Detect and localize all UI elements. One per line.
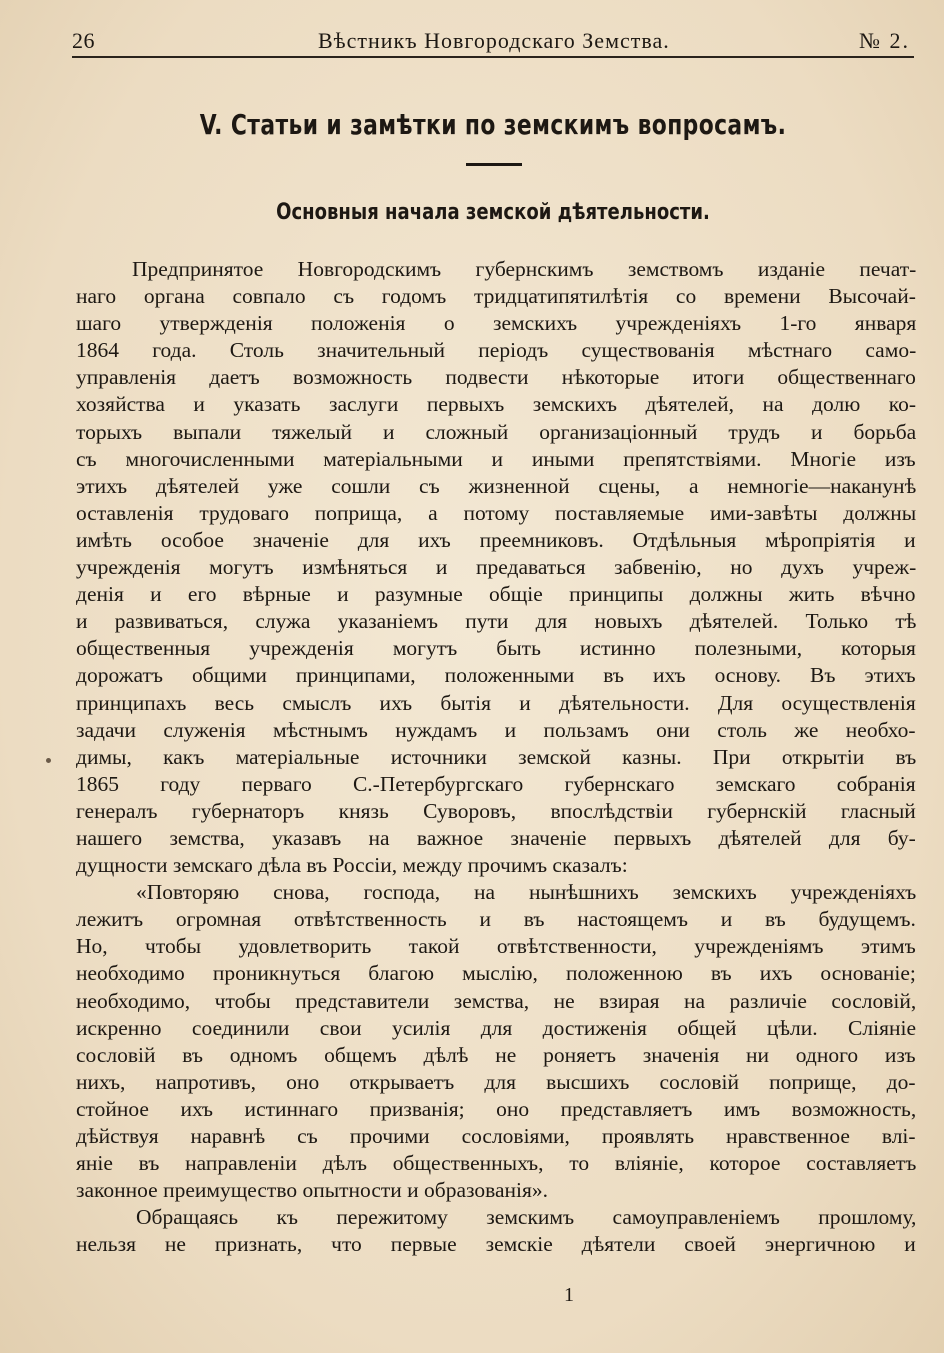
quote-line: законное преимущество опытности и образованія». [76,1178,549,1203]
body-line: шаго утвержденія положенія о земскихъ учрежденіяхъ 1-го января [76,311,916,336]
quote-line: дѣйствуя наравнѣ съ прочими сословіями, проявлять нравственное влі- [76,1124,916,1148]
body-line: оставленія трудоваго поприща, а потому поставляемые ими-завѣты должны [76,500,916,525]
header-rule [72,56,914,58]
body-line: нельзя не признать, что первые земскіе дѣятели своей энергичною и [76,1232,916,1257]
body-line: этихъ дѣятелей уже сошли съ жизненной сцены, а немногіе—наканунѣ [76,473,916,498]
quote-line: яніе въ направленіи дѣлъ общественныхъ, то вліяніе, которое составляетъ [76,1151,916,1176]
article-title: Основныя начала земской дѣятельности. [276,200,710,225]
page-number: 26 [72,28,95,53]
body-line: имѣть особое значеніе для ихъ преемниковъ. Отдѣльныя мѣропріятія и [76,527,916,552]
quote-line: Но, чтобы удовлетворить такой отвѣтственности, учрежденіямъ этимъ [76,934,916,959]
body-line: 1865 году перваго С.-Петербургскаго губернскаго земскаго собранія [76,771,916,796]
body-line: дорожатъ общими принципами, положенными въ ихъ основу. Въ этихъ [76,663,916,688]
quote-line: стойное ихъ истиннаго призванія; оно представляетъ имъ возможность, [76,1096,916,1121]
body-line: 1864 года. Столь значительный періодъ существованія мѣстнаго само- [76,338,916,363]
body-line: генералъ губернаторъ князь Суворовъ, впослѣдствіи губернскій гласный [76,798,916,823]
quote-line: необходимо проникнуться благою мыслію, положенною въ ихъ основаніе; [76,961,916,986]
body-line: принципахъ весь смыслъ ихъ бытія и дѣятельности. Для осуществленія [76,690,916,715]
issue-number: № 2. [859,28,910,53]
body-line: и развиваться, служа указаніемъ пути для новыхъ дѣятелей. Только тѣ [76,609,916,634]
body-line: Обращаясь къ пережитому земскимъ самоуправленіемъ прошлому, [136,1205,916,1230]
body-line: торыхъ выпали тяжелый и сложный организаціонный трудъ и борьба [76,419,916,444]
quote-line: «Повторяю снова, господа, на нынѣшнихъ земскихъ учрежденіяхъ [136,880,916,905]
section-title: V. Статьи и замѣтки по земскимъ вопросамъ. [199,108,787,141]
body-line: хозяйства и указать заслуги первыхъ земскихъ дѣятелей, на долю ко- [76,392,916,417]
body-line: съ многочисленными матеріальными и иными препятствіями. Многіе изъ [76,446,916,471]
body-line: денія и его вѣрные и разумные общіе принципы должны жить вѣчно [76,582,916,607]
body-line: Предпринятое Новгородскимъ губернскимъ земствомъ изданіе печат- [132,257,916,281]
quote-line: нихъ, напротивъ, оно открываетъ для высшихъ сословій поприще, до- [76,1069,916,1094]
body-line: общественныя учрежденія могутъ быть истинно полезными, которыя [76,636,916,661]
quote-line: искренно соединили свои усилія для достиженія общей цѣли. Сліяніе [76,1015,916,1040]
margin-mark [46,758,51,763]
footer-signature-mark: 1 [564,1284,574,1306]
body-line: учрежденія могутъ измѣняться и предаваться забвенію, но духъ учреж- [76,555,916,580]
article-body [76,256,916,1258]
body-line: дущности земскаго дѣла въ Россіи, между прочимъ сказалъ: [76,853,628,878]
running-header [72,26,914,58]
quote-line: лежитъ огромная отвѣтственность и въ настоящемъ и въ будущемъ. [76,907,916,932]
body-line: задачи служенія мѣстнымъ нуждамъ и пользамъ они столь же необхо- [76,717,916,742]
title-divider [466,163,522,166]
body-line: нашего земства, указавъ на важное значеніе первыхъ дѣятелей для бу- [76,825,916,850]
journal-title: Вѣстникъ Новгородскаго Земства. [318,28,670,53]
body-line: управленія даетъ возможность подвести нѣкоторые итоги общественнаго [76,365,916,390]
body-line: димы, какъ матеріальные источники земской казны. При открытіи въ [76,744,916,769]
quote-line: необходимо, чтобы представители земства, не взирая на различіе сословій, [76,988,916,1013]
quote-line: сословій въ одномъ общемъ дѣлѣ не роняетъ значенія ни одного изъ [76,1042,916,1067]
body-line: наго органа совпало съ годомъ тридцатипятилѣтія со времени Высочай- [76,284,916,309]
